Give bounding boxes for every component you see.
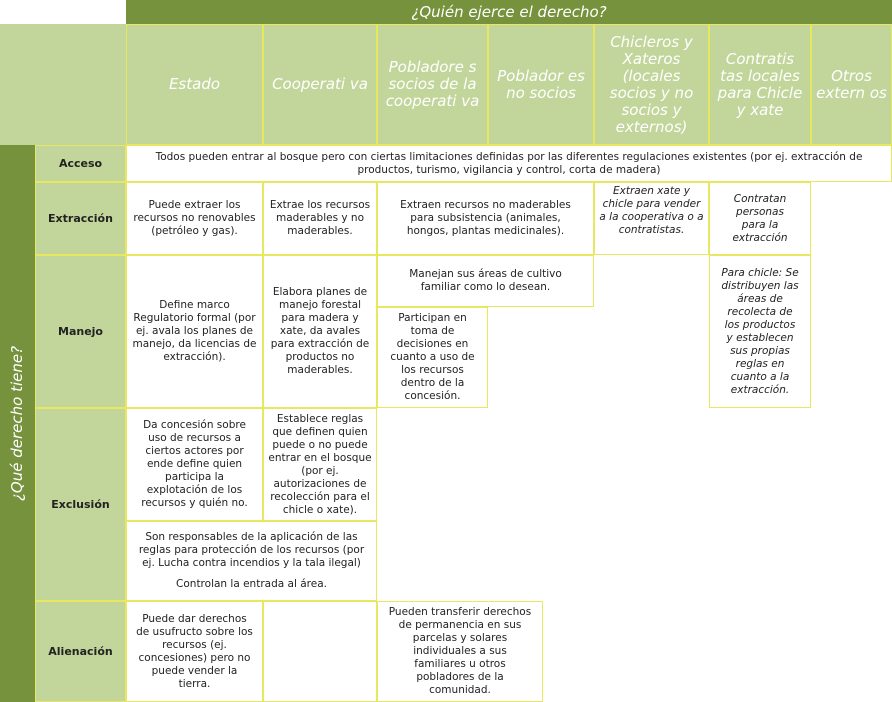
header-who-exercises: ¿Quién ejerce el derecho? xyxy=(126,0,892,24)
cell-exclusion-estado: Da concesión sobre uso de recursos a ciertos actores por ende define quien participa la explotación de los recursos y quién no. xyxy=(126,408,263,521)
cell-alienacion-pobladores: Pueden transferir derechos de permanencia en sus parcelas y solares individuales a sus familiares u otros pobladores de la comunidad. xyxy=(377,601,543,702)
cell-manejo-pobladores: Manejan sus áreas de cultivo familiar como lo desean. xyxy=(377,255,594,307)
col-otros-externos: Otros extern os xyxy=(811,24,892,145)
cell-extraccion-pobladores: Extraen recursos no maderables para subsistencia (animales, hongos, plantas medicinales). xyxy=(377,182,594,255)
row-label-exclusion: Exclusión xyxy=(35,408,126,601)
col-pobladores-no-socios: Poblador es no socios xyxy=(488,24,594,145)
side-header-rights: ¿Qué derecho tiene? xyxy=(0,145,35,702)
cell-manejo-estado: Define marco Regulatorio formal (por ej. avala los planes de manejo, da licencias de extracción). xyxy=(126,255,263,408)
cell-manejo-socios: Participan en toma de decisiones en cuanto a uso de los recursos dentro de la concesión. xyxy=(377,307,488,408)
col-cooperativa: Cooperati va xyxy=(263,24,377,145)
cell-exclusion-shared xyxy=(126,521,377,601)
exclusion-shared-text-2: Controlan la entrada al área. xyxy=(176,578,327,590)
cell-acceso-all: Todos pueden entrar al bosque pero con ciertas limitaciones definidas por las diferentes regulaciones existentes (por ej. extracción de productos, turismo, vigilancia y control, corta de madera) xyxy=(126,145,892,182)
row-label-extraccion: Extracción xyxy=(35,182,126,255)
row-label-manejo: Manejo xyxy=(35,255,126,408)
row-label-acceso: Acceso xyxy=(35,145,126,182)
cell-manejo-cooperativa: Elabora planes de manejo forestal para madera y xate, da avales para extracción de productos no maderables. xyxy=(263,255,377,408)
cell-alienacion-cooperativa xyxy=(263,601,377,702)
col-contratistas: Contratis tas locales para Chicle y xate xyxy=(709,24,811,145)
cell-extraccion-cooperativa: Extrae los recursos maderables y no maderables. xyxy=(263,182,377,255)
header-corner xyxy=(0,24,126,145)
cell-extraccion-estado: Puede extraer los recursos no renovables (petróleo y gas). xyxy=(126,182,263,255)
col-chicleros-xateros: Chicleros y Xateros (locales socios y no socios y externos) xyxy=(594,24,709,145)
cell-manejo-contratistas: Para chicle: Se distribuyen las áreas de recolecta de los productos y establecen sus propias reglas en cuanto a la extracción. xyxy=(709,255,811,408)
cell-extraccion-contratistas: Contratan personas para la extracción xyxy=(709,182,811,255)
col-estado: Estado xyxy=(126,24,263,145)
cell-extraccion-chicleros: Extraen xate y chicle para vender a la cooperativa o a contratistas. xyxy=(594,182,709,255)
cell-exclusion-cooperativa: Establece reglas que definen quien puede o no puede entrar en el bosque (por ej. autorizaciones de recolección para el chicle o xate). xyxy=(263,408,377,521)
row-label-alienacion: Alienación xyxy=(35,601,126,702)
exclusion-shared-text-1: Son responsables de la aplicación de las reglas para protección de los recursos (por ej. Lucha contra incendios y la tala ilegal) xyxy=(138,531,365,569)
cell-alienacion-estado: Puede dar derechos de usufructo sobre los recursos (ej. concesiones) pero no puede vender la tierra. xyxy=(126,601,263,702)
col-pobladores-socios: Pobladore s socios de la cooperati va xyxy=(377,24,488,145)
